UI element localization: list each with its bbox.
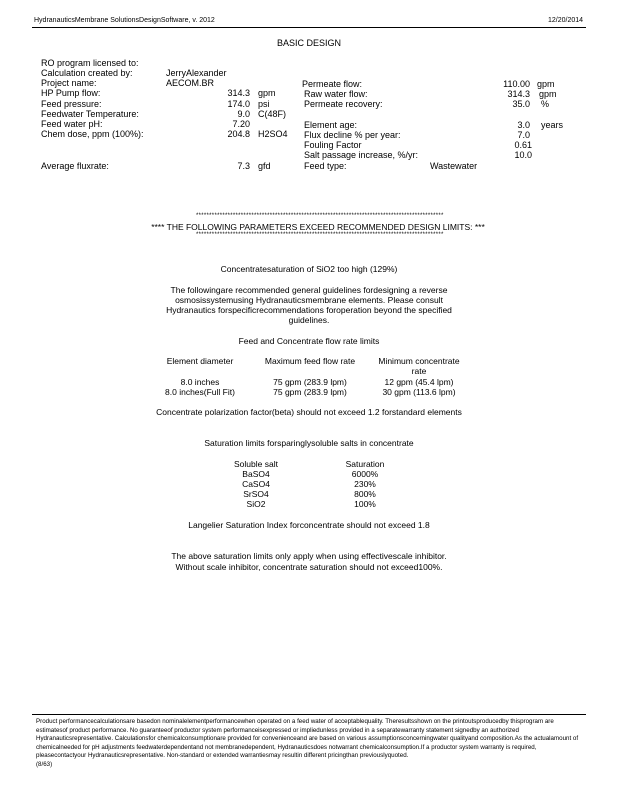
project-name-label: Project name: (41, 78, 97, 88)
guidelines-line-3: Hydranautics forspecificrecommendations foroperation beyond the specified (166, 305, 452, 315)
saturation-row-1-salt: BaSO4 (242, 469, 270, 479)
flow-row-1-diameter: 8.0 inches (180, 377, 220, 387)
chem-dose-label: Chem dose, ppm (100%): (41, 129, 144, 139)
guidelines-line-1: The followingare recommended general guidelines fordesigning a reverse (170, 285, 448, 295)
flow-row-1-max-feed: 75 gpm (283.9 lpm) (273, 377, 347, 387)
silica-warning: Concentratesaturation of SiO2 too high (129%) (220, 264, 398, 274)
flow-limits-header-min-concentrate: Minimum concentrate (378, 356, 460, 366)
licensed-to-label: RO program licensed to: (41, 58, 139, 68)
guidelines-line-2: osmosissystemusing Hydranauticsmembrane elements. Please consult (175, 295, 443, 305)
saturation-header-value: Saturation (345, 459, 385, 469)
raw-water-flow-label: Raw water flow: (304, 89, 368, 99)
flow-limits-header-max-feed: Maximum feed flow rate (264, 356, 356, 366)
permeate-flow-value: 110.00 (503, 79, 530, 89)
average-flux-unit: gfd (258, 161, 271, 171)
saturation-row-3-salt: SrSO4 (243, 489, 269, 499)
flux-decline-label: Flux decline % per year: (304, 130, 401, 140)
flow-row-2-diameter: 8.0 inches(Full Fit) (165, 387, 235, 397)
saturation-row-3-value: 800% (354, 489, 376, 499)
flow-limits-title: Feed and Concentrate flow rate limits (238, 336, 380, 346)
saturation-row-4-value: 100% (354, 499, 376, 509)
stars-divider-bottom: ********************************************************************************************** (196, 232, 444, 238)
flow-row-1-min-concentrate: 12 gpm (45.4 lpm) (384, 377, 454, 387)
feed-type-value: Wastewater (430, 161, 478, 171)
fouling-factor-label: Fouling Factor (304, 140, 362, 150)
hp-pump-flow-label: HP Pump flow: (41, 88, 101, 98)
permeate-recovery-unit: % (541, 99, 550, 109)
raw-water-flow-unit: gpm (539, 89, 557, 99)
software-header: HydranauticsMembrane SolutionsDesignSoftware, v. 2012 (34, 17, 215, 24)
created-by-value: JerryAlexander (166, 68, 227, 78)
chem-dose-unit: H2SO4 (258, 129, 288, 139)
flux-decline-value: 7.0 (517, 130, 530, 140)
feed-pressure-unit: psi (258, 99, 270, 109)
header-rule (32, 27, 586, 28)
flow-limits-header-diameter: Element diameter (166, 356, 234, 366)
fouling-factor-value: 0.61 (514, 140, 532, 150)
flow-limits-header-rate: rate (411, 366, 427, 376)
saturation-header-salt: Soluble salt (234, 459, 278, 469)
average-flux-value: 7.3 (237, 161, 250, 171)
feed-pressure-value: 174.0 (227, 99, 250, 109)
polarization-note: Concentrate polarization factor(beta) should not exceed 1.2 forstandard elements (156, 407, 462, 417)
feedwater-temp-value: 9.0 (237, 109, 250, 119)
lsi-note: Langelier Saturation Index forconcentrate should not exceed 1.8 (188, 520, 430, 530)
saturation-row-2-value: 230% (354, 479, 376, 489)
footer-rule (32, 714, 586, 715)
element-age-label: Element age: (304, 120, 358, 130)
permeate-flow-unit: gpm (537, 79, 555, 89)
saturation-row-1-value: 6000% (351, 469, 379, 479)
flow-row-2-min-concentrate: 30 gpm (113.6 lpm) (382, 387, 456, 397)
element-age-value: 3.0 (517, 120, 530, 130)
hp-pump-flow-unit: gpm (258, 88, 276, 98)
inhibitor-note-1: The above saturation limits only apply when using effectivescale inhibitor. (171, 551, 447, 561)
inhibitor-note-2: Without scale inhibitor, concentrate saturation should not exceed100%. (175, 562, 443, 572)
flow-row-2-max-feed: 75 gpm (283.9 lpm) (273, 387, 347, 397)
permeate-recovery-label: Permeate recovery: (304, 99, 383, 109)
saturation-title: Saturation limits forsparinglysoluble salts in concentrate (204, 438, 414, 448)
footer-disclaimer-text: Product performancecalculationsare basedon nominalelementperformancewhen operated on a feed water of acceptablequality. Theresultsshown on the printoutsproducedby thisprogram are estimatesof product performance. No guaranteeof productor system performanceisexpressed or impliedunless provided in a separatewarranty statement signedby an authorized Hydranauticsrepresentative. Calculationsfor chemicalconsumptionare provided for convenienceand are based on various assumptionsconcerningwater qualityand composition.As the actualamount of chemicalneeded for pH adjustments feedwaterdependentand not membranedependent, Hydranauticsdoes notwarrant chemicalconsumption.If a productor system warranty is required, pleasecontactyour Hydranauticsrepresentative. Non-standard or extended warrantiesmay resultin different pricingthan previouslyquoted. (36, 718, 579, 760)
design-limits-warning: **** THE FOLLOWING PARAMETERS EXCEED RECOMMENDED DESIGN LIMITS: *** (151, 222, 485, 232)
feed-ph-value: 7.20 (232, 119, 250, 129)
feed-pressure-label: Feed pressure: (41, 99, 102, 109)
guidelines-line-4: guidelines. (288, 315, 330, 325)
feedwater-temp-unit: C(48F) (258, 109, 287, 119)
saturation-row-2-salt: CaSO4 (242, 479, 270, 489)
hp-pump-flow-value: 314.3 (227, 88, 250, 98)
report-date: 12/20/2014 (548, 17, 584, 24)
element-age-unit: years (541, 120, 564, 130)
project-name-value: AECOM.BR (166, 78, 215, 88)
chem-dose-value: 204.8 (227, 129, 250, 139)
feed-type-label: Feed type: (304, 161, 347, 171)
permeate-flow-label: Permeate flow: (302, 79, 363, 89)
footer-disclaimer (36, 718, 586, 770)
created-by-label: Calculation created by: (41, 68, 133, 78)
page-title: BASIC DESIGN (276, 38, 341, 48)
raw-water-flow-value: 314.3 (507, 89, 530, 99)
feedwater-temp-label: Feedwater Temperature: (41, 109, 139, 119)
permeate-recovery-value: 35.0 (512, 99, 530, 109)
page-number: (8/63) (36, 760, 53, 768)
salt-passage-label: Salt passage increase, %/yr: (304, 150, 419, 160)
saturation-row-4-salt: SiO2 (246, 499, 266, 509)
average-flux-label: Average fluxrate: (41, 161, 109, 171)
salt-passage-value: 10.0 (514, 150, 532, 160)
stars-divider-top: ********************************************************************************************** (196, 213, 444, 219)
feed-ph-label: Feed water pH: (41, 119, 103, 129)
